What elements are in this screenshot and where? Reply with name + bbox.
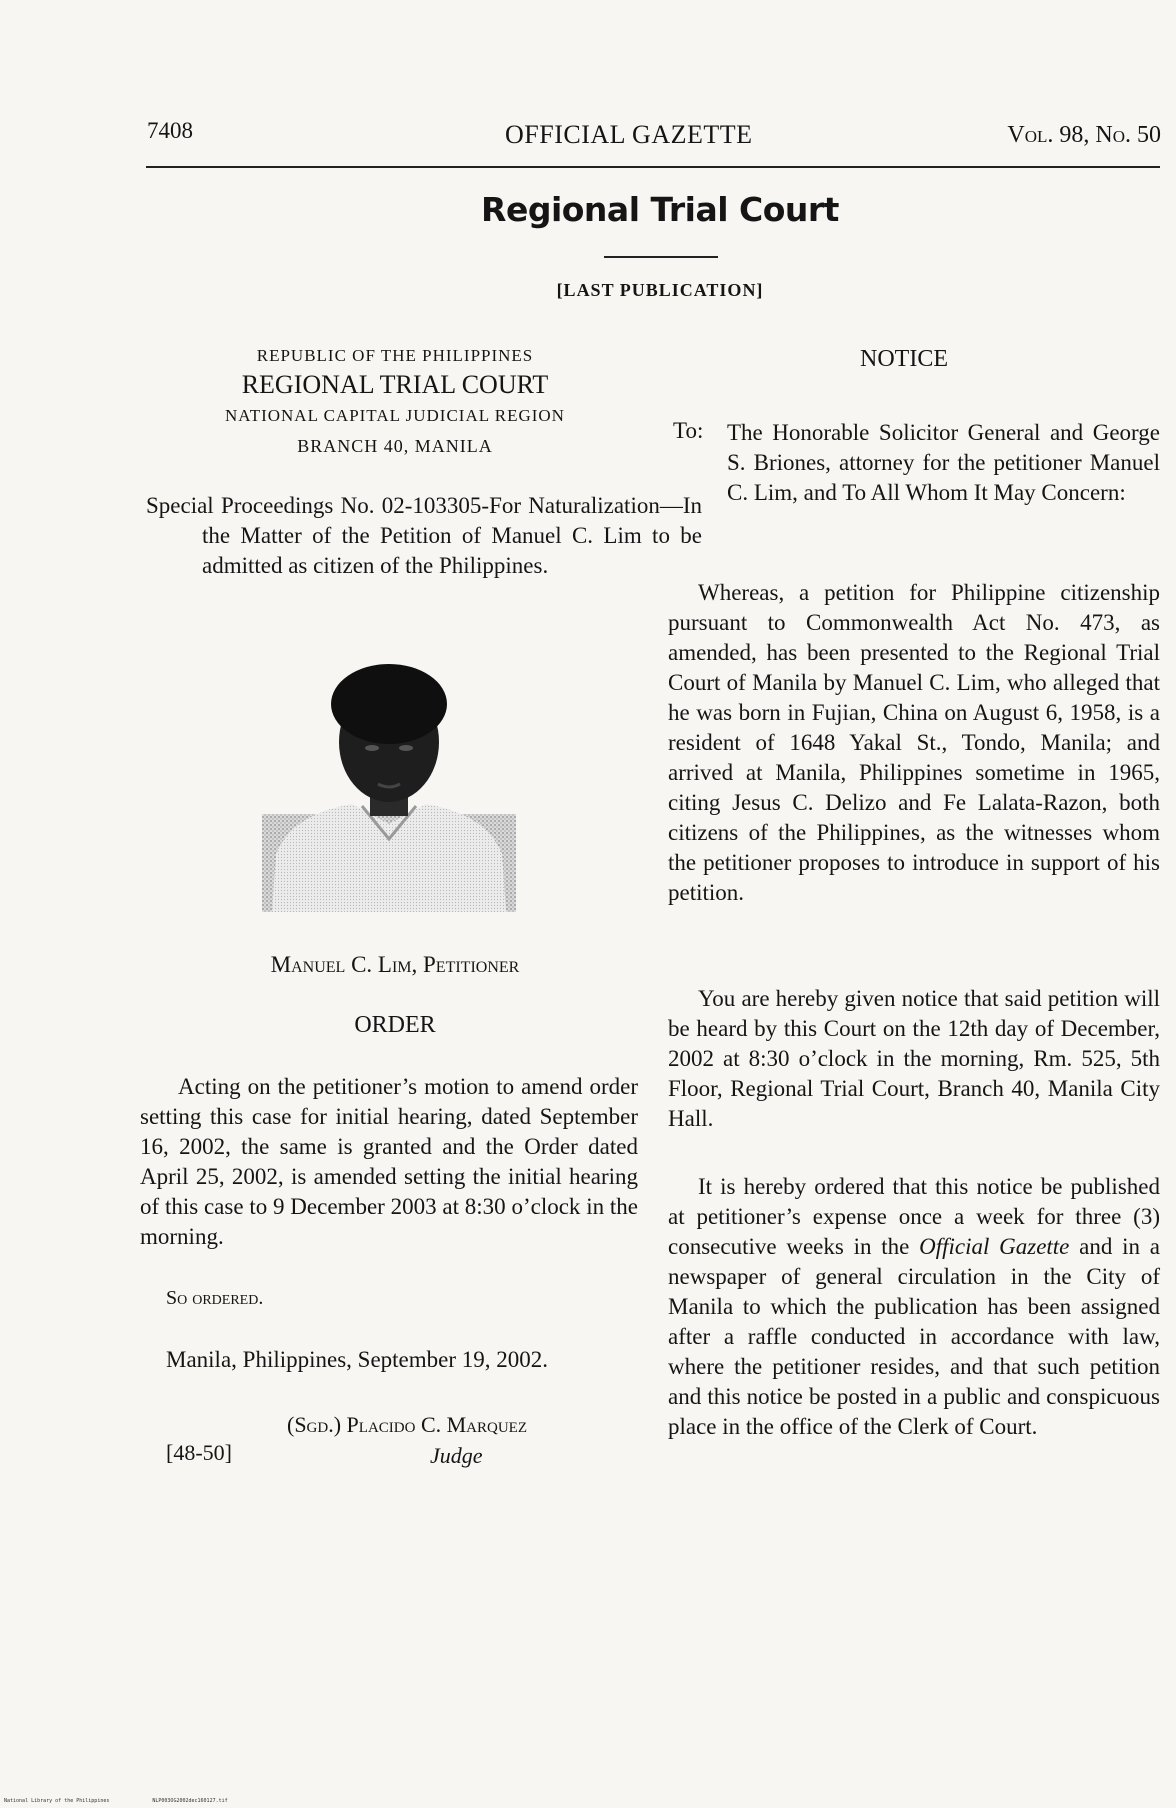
order-place-date: Manila, Philippines, September 19, 2002. — [166, 1347, 549, 1372]
case-caption: Special Proceedings No. 02-103305-For Naturalization—In the Matter of the Petition of Manuel C. Lim to be admitted as citizen of the Philippines. — [146, 493, 702, 578]
notice-paragraph-1: Whereas, a petition for Philippine citizenship pursuant to Commonwealth Act No. 473, as amended, has been presented to the Regional Trial Court of Manila by Manuel C. Lim, who alleged that he was born in Fujian, China on August 6, 1958, is a resident of 1648 Yakal St., Tondo, Manila; and arrived at Manila, Philippines sometime in 1965, citing Jesus C. Delizo and Fe Lalata-Razon, both citizens of the Philippines, as the witnesses whom the petitioner proposes to introduce in support of his petition. — [668, 580, 1160, 905]
publication-status: [LAST PUBLICATION] — [556, 280, 764, 300]
petitioner-photo — [262, 664, 516, 912]
header-rule — [146, 166, 1160, 168]
volume-info: Vol. 98, No. 50 — [1007, 122, 1161, 148]
notice-title: NOTICE — [860, 346, 948, 372]
court-name: REGIONAL TRIAL COURT — [241, 370, 549, 399]
so-ordered: So ordered. — [166, 1287, 264, 1309]
order-title: ORDER — [354, 1012, 436, 1038]
notice-paragraph-3-start: It is hereby ordered that this notice be published at petitioner’s expense once a week for three (3) consecutive weeks in the — [668, 1174, 1160, 1259]
document-reference: [48-50] — [166, 1440, 232, 1465]
petitioner-caption: Manuel C. Lim, Petitioner — [270, 952, 520, 977]
notice-paragraph-3 — [668, 1172, 1160, 1442]
notice-paragraph-2: You are hereby given notice that said petition will be heard by this Court on the 12th day of December, 2002 at 8:30 o’clock in the morning, Rm. 525, 5th Floor, Regional Trial Court, Branch 40, Manila City Hall. — [668, 986, 1160, 1131]
notice-addressees: The Honorable Solicitor General and George S. Briones, attorney for the petitioner Manuel C. Lim, and To All Whom It May Concern: — [727, 420, 1160, 505]
official-gazette-reference: Official Gazette — [919, 1234, 1070, 1259]
judge-signature: (Sgd.) Placido C. Marquez — [287, 1412, 528, 1437]
footer-library: National Library of the Philippines — [4, 1798, 110, 1804]
publication-title: OFFICIAL GAZETTE — [505, 120, 753, 149]
notice-paragraph-3-end: and in a newspaper of general circulation in the City of Manila to which the publication has been assigned after a raffle conducted in accordance with law, where the petitioner resides, and that such petition and this notice be posted in a public and conspicuous place in the office of the Clerk of Court. — [668, 1234, 1160, 1439]
court-republic: REPUBLIC OF THE PHILIPPINES — [256, 346, 534, 365]
order-body: Acting on the petitioner’s motion to amend order setting this case for initial hearing, dated September 16, 2002, the same is granted and the Order dated April 25, 2002, is amended setting the initial hearing of this case to 9 December 2003 at 8:30 o’clock in the morning. — [140, 1074, 638, 1249]
court-region: NATIONAL CAPITAL JUDICIAL REGION — [225, 406, 565, 425]
footer-file: NLP003OG2002dec160127.tif — [152, 1798, 228, 1804]
court-branch: BRANCH 40, MANILA — [297, 436, 493, 456]
title-rule — [604, 256, 718, 258]
section-title: Regional Trial Court — [481, 190, 839, 229]
scan-footer — [4, 1798, 268, 1804]
judge-title: Judge — [430, 1443, 483, 1468]
page-number: 7408 — [147, 118, 193, 143]
notice-to-label: To: — [673, 418, 704, 443]
